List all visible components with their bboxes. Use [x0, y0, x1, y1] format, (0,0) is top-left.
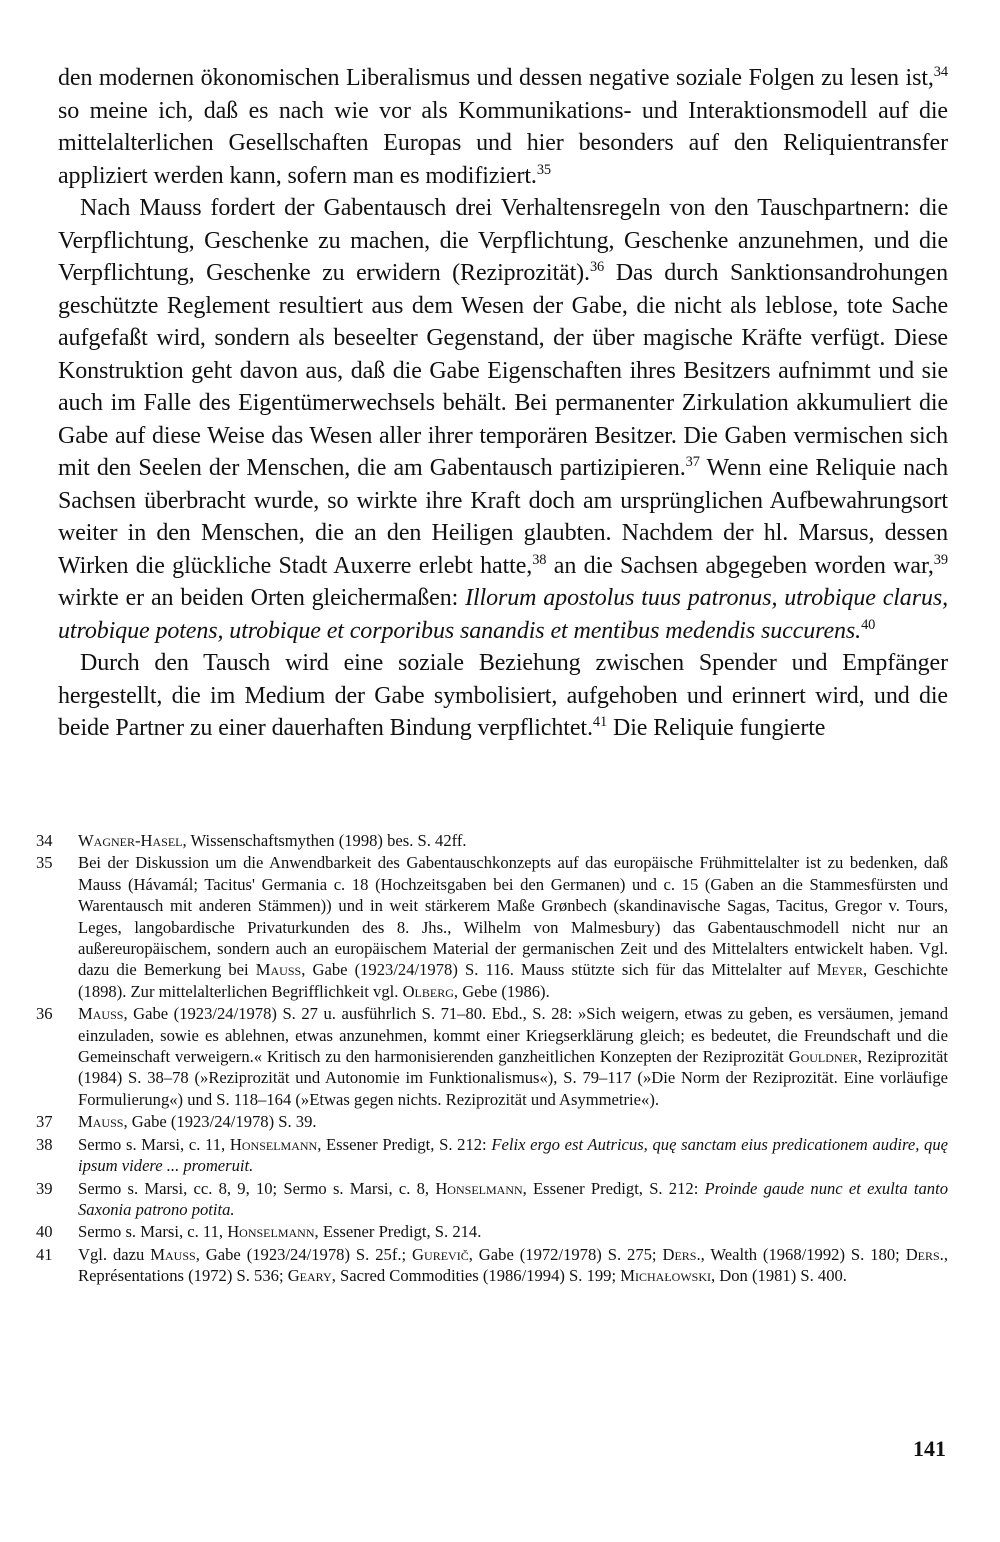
footnote-41 [36, 1244, 948, 1287]
footnote-text [78, 1221, 948, 1242]
text-run: , Gabe (1923/24/1978) S. 39. [123, 1112, 317, 1132]
text-run: , Représentations (1972) S. 536; [78, 1244, 948, 1286]
footnote-number: 35 [36, 853, 53, 873]
text-run: , Gabe (1923/24/1978) S. 25f.; [195, 1244, 413, 1264]
footnote-text [78, 1134, 948, 1177]
footnote-38 [36, 1134, 948, 1177]
footnote-40 [36, 1221, 948, 1242]
footnote-number: 36 [36, 1004, 53, 1024]
author-name: Mauss [78, 1112, 124, 1132]
footnote-text [78, 1111, 948, 1132]
text-run: , Gabe (1972/1978) S. 275; [468, 1244, 663, 1264]
author-name: Ders. [905, 1244, 944, 1264]
text-run: , Gabe (1923/24/1978) S. 116. Mauss stützte sich für das Mittelalter auf [301, 960, 817, 980]
author-name: Geary [287, 1266, 332, 1286]
paragraph-1 [58, 62, 948, 192]
paragraph-3 [58, 647, 948, 745]
text-run: Wenn eine Reliquie nach Sachsen überbracht wurde, so wirkte ihre Kraft doch am ursprünglichen Aufbewahrungsort weiter in den Menschen, die an den Heiligen glaubten. Nachdem der hl. Marsus, dessen Wirken die glückliche Stadt Auxerre erlebt hatte, [58, 455, 948, 579]
text-run: wirkte er an beiden Orten gleichermaßen: [58, 585, 466, 611]
text-run: Bei der Diskussion um die Anwendbarkeit des Gabentauschkonzepts auf das europäische Frühmittelalter ist zu bedenken, daß Mauss (Hávamál; Tacitus' Germania c. 18 (Hochzeitsgaben bei den Germanen) und c. 15 (Gaben an die Stammesfürsten und Warentausch mit anderen Stämmen)) und in weit stärkerem Maße Grønbech (skandinavische Sagas, Tacitus, Gregor v. Tours, Leges, langobardische Privaturkunden des 8. Jhs., Wilhelm von Malmesbury) das Gabentauschmodell nicht nur an außereuropäischem, sondern auch an europäischem Material der germanischen Zeit und des Mittelalters entwickelt haben. Vgl. dazu die Bemerkung bei [78, 853, 948, 980]
author-name: Mauss [150, 1244, 196, 1264]
author-name: Michałowski [620, 1266, 711, 1286]
author-name: Meyer [816, 960, 863, 980]
footnote-text [78, 830, 948, 851]
latin-quote: Felix ergo est Autricus, quę sanctam eius predicationem audire, quę ipsum videre ... promeruit. [78, 1134, 948, 1176]
author-name: Mauss [255, 960, 302, 980]
footnote-text [78, 852, 948, 1002]
author-name: Ders. [662, 1244, 701, 1264]
latin-quote: Proinde gaude nunc et exulta tanto Saxonia patrono potita. [78, 1178, 948, 1219]
author-name: Mauss [78, 1004, 124, 1024]
footnote-ref: 37 [685, 454, 700, 470]
author-name: Gouldner [788, 1047, 858, 1067]
author-name: Honselmann [435, 1178, 523, 1198]
footnote-ref: 41 [592, 714, 608, 730]
page-number: 141 [913, 1436, 946, 1461]
text-run: , Essener Predigt, S. 214. [314, 1222, 482, 1242]
footnote-35 [36, 852, 948, 1002]
footnote-ref: 35 [536, 161, 552, 178]
text-run: den modernen ökonomischen Liberalismus und dessen negative soziale Folgen zu lesen ist, [58, 65, 934, 91]
text-run: Nach Mauss fordert der Gabentausch drei Verhaltensregeln von den Tauschpartnern: die Verpflichtung, Geschenke zu machen, die Verpflichtung, Geschenke anzunehmen, und die Verpflichtung, Geschenke zu erwidern (Reziprozität). [58, 195, 948, 286]
author-name: Wagner-Hasel [78, 831, 183, 850]
footnote-ref: 39 [933, 551, 948, 568]
footnote-number: 38 [36, 1134, 53, 1154]
footnote-number: 34 [36, 831, 53, 850]
footnote-number: 39 [36, 1178, 53, 1198]
text-run: , Gabe (1923/24/1978) S. 27 u. ausführlich S. 71–80. Ebd., S. 28: »Sich weigern, etwas zu geben, es versäumen, jemand einzuladen, sowie es ablehnen, etwas anzunehmen, kommt einer Kriegserklärung gleich; es bedeutet, die Freundschaft und die Gemeinschaft verweigern.« Kritisch zu den harmonisierenden ganzheitlichen Konzepten der Reziprozität [78, 1004, 948, 1067]
text-run: , Essener Predigt, S. 212: [522, 1178, 705, 1198]
footnote-text [78, 1178, 948, 1221]
footnote-ref: 38 [532, 551, 547, 568]
footnote-text [78, 1244, 948, 1287]
main-text [58, 62, 948, 745]
text-run: Das durch Sanktionsandrohungen geschützte Reglement resultiert aus dem Wesen der Gabe, die nicht als leblose, tote Sache aufgefaßt wird, sondern als beseelter Gegenstand, der über magische Kräfte verfügt. Diese Konstruktion geht davon aus, daß die Gabe Eigenschaften ihres Besitzers aufnimmt und sie auch im Falle des Eigentümerwechsels behält. Bei permanenter Zirkulation akkumuliert die Gabe auf diese Weise das Wesen aller ihrer temporären Besitzer. Die Gaben vermischen sich mit den Seelen der Menschen, die am Gabentausch partizipieren. [58, 260, 948, 481]
latin-quote: Illorum apostolus tuus patronus, utrobique clarus, utrobique potens, utrobique et corporibus sanandis et mentibus medendis succurens. [58, 585, 948, 644]
footnote-34 [36, 830, 948, 851]
text-run: , Geschichte (1898). Zur mittelalterlichen Begrifflichkeit vgl. [78, 960, 948, 1001]
author-name: Honselmann [229, 1134, 318, 1154]
footnote-text [78, 1003, 948, 1110]
author-name: Gurevič [412, 1244, 469, 1264]
text-run: Sermo s. Marsi, cc. 8, 9, 10; Sermo s. Marsi, c. 8, [78, 1178, 436, 1198]
author-name: Olberg [402, 981, 454, 1001]
author-name: Honselmann [227, 1222, 315, 1242]
text-run: , Gebe (1986). [453, 981, 550, 1001]
paragraph-2 [58, 192, 948, 647]
footnote-ref: 36 [589, 259, 605, 275]
text-run: Durch den Tausch wird eine soziale Beziehung zwischen Spender und Empfänger hergestellt, die im Medium der Gabe symbolisiert, aufgehoben und erinnert wird, und die beide Partner zu einer dauerhaften Bindung verpflichtet. [58, 650, 948, 741]
text-run: an die Sachsen abgegeben worden war, [546, 552, 934, 579]
text-run: Die Reliquie fungierte [607, 715, 826, 741]
text-run: Vgl. dazu [78, 1244, 151, 1264]
text-run: Sermo s. Marsi, c. 11, [78, 1222, 228, 1242]
text-run: so meine ich, daß es nach wie vor als Kommunikations- und Interaktionsmodell auf die mittelalterlichen Gesellschaften Europas und hier besonders auf den Reliquientransfer appliziert werden kann, sofern man es modifiziert. [58, 97, 948, 189]
footnote-number: 40 [36, 1222, 53, 1242]
footnotes [36, 830, 948, 1288]
footnote-number: 37 [36, 1112, 53, 1132]
footnote-ref: 40 [861, 616, 876, 633]
text-run: , Wealth (1968/1992) S. 180; [700, 1244, 906, 1264]
text-run: , Essener Predigt, S. 212: [317, 1134, 492, 1154]
footnote-ref: 34 [933, 64, 948, 80]
footnote-39 [36, 1178, 948, 1221]
text-run: , Reziprozität (1984) S. 38–78 (»Reziprozität und Autonomie im Funktionalismus«), S. 79–117 (»Die Norm der Reziprozität. Eine vorläufige Formulierung«) und S. 118–164 (»Etwas gegen nichts. Reziprozität und Asymmetrie«). [78, 1047, 948, 1109]
text-run: , Wissenschaftsmythen (1998) bes. S. 42ff. [182, 831, 467, 850]
footnote-37 [36, 1111, 948, 1132]
text-run: , Don (1981) S. 400. [710, 1266, 847, 1286]
text-run: , Sacred Commodities (1986/1994) S. 199; [331, 1266, 621, 1286]
text-run: Sermo s. Marsi, c. 11, [78, 1134, 230, 1154]
footnote-36 [36, 1003, 948, 1110]
footnote-number: 41 [36, 1244, 53, 1264]
